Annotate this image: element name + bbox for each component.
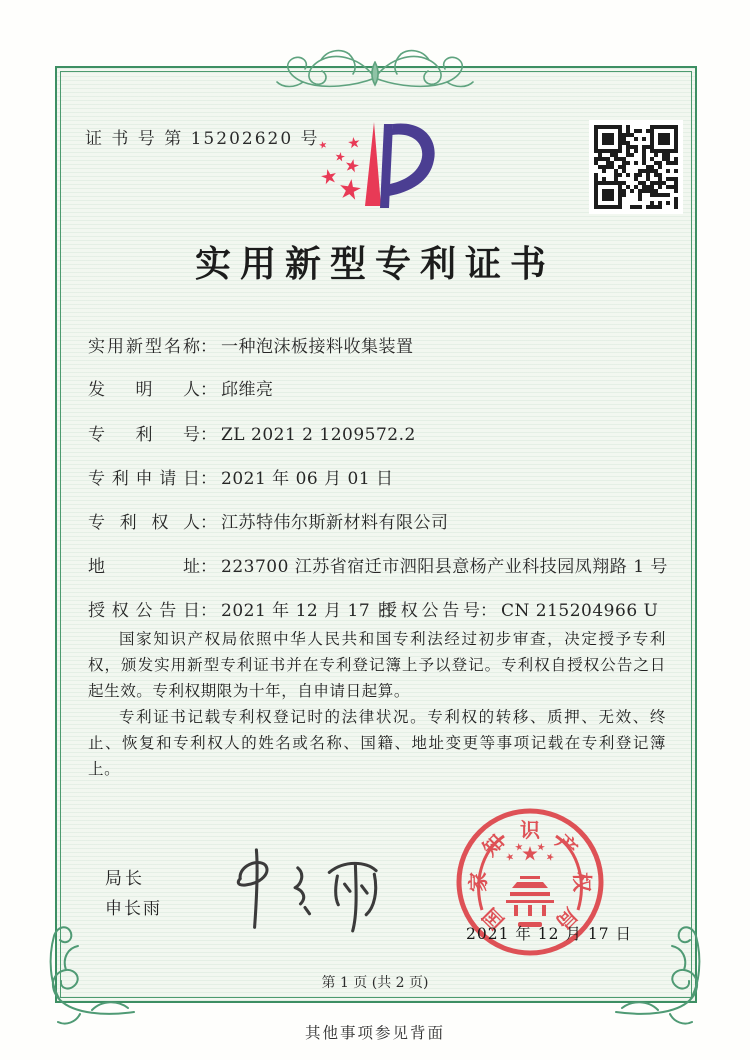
field-row-utility-model-name bbox=[88, 332, 666, 357]
field-row-patent-number bbox=[88, 420, 666, 445]
page-number: 第 1 页 (共 2 页) bbox=[321, 975, 429, 991]
field-value: ZL 2021 2 1209572.2 bbox=[221, 425, 416, 445]
field-colon: ： bbox=[200, 557, 217, 577]
field-label: 专利号 bbox=[88, 425, 200, 445]
field-colon: ： bbox=[480, 601, 497, 621]
field-colon: ： bbox=[200, 601, 217, 621]
field-colon: ： bbox=[200, 337, 217, 357]
field-label: 专利申请日 bbox=[88, 469, 200, 489]
seal-char: 权 bbox=[570, 872, 594, 892]
seal-char: 局 bbox=[551, 903, 583, 935]
field-label: 授权公告号 bbox=[380, 601, 480, 621]
cnipa-logo-icon bbox=[312, 116, 438, 214]
grant-publication-number bbox=[380, 596, 658, 621]
field-value: 一种泡沫板接料收集装置 bbox=[221, 337, 414, 357]
field-label: 地址 bbox=[88, 557, 200, 577]
field-value: 邱维亮 bbox=[221, 380, 274, 400]
field-label: 授权公告日 bbox=[88, 601, 200, 621]
legal-paragraph-grant: 国家知识产权局依照中华人民共和国专利法经过初步审查，决定授予专利权，颁发实用新型专利证书并在专利登记簿上予以登记。专利权自授权公告之日起生效。专利权期限为十年，自申请日起算。 bbox=[88, 630, 666, 700]
field-value: CN 215204966 U bbox=[501, 601, 659, 621]
commissioner-title: 局长 bbox=[105, 869, 145, 889]
certificate-title: 实用新型专利证书 bbox=[194, 243, 555, 285]
field-row-grant-date bbox=[88, 596, 666, 621]
field-value: 江苏特伟尔斯新材料有限公司 bbox=[221, 513, 449, 533]
field-row-patentee bbox=[88, 508, 666, 533]
back-side-note: 其他事项参见背面 bbox=[304, 1024, 445, 1042]
field-value: 2021 年 12 月 17 日 bbox=[221, 601, 394, 621]
commissioner-signature-icon bbox=[215, 842, 395, 937]
field-colon: ： bbox=[200, 380, 217, 400]
field-colon: ： bbox=[200, 469, 217, 489]
field-colon: ： bbox=[200, 513, 217, 533]
seal-char: 知 bbox=[477, 829, 509, 861]
seal-char: 家 bbox=[466, 872, 490, 892]
field-label: 实用新型名称 bbox=[88, 337, 200, 357]
field-row-filing-date bbox=[88, 464, 666, 489]
certificate-number: 证 书 号 第 15202620 号 bbox=[85, 129, 320, 149]
seal-char: 识 bbox=[520, 818, 540, 842]
qr-code bbox=[589, 120, 683, 214]
legal-paragraph-register: 专利证书记载专利权登记时的法律状况。专利权的转移、质押、无效、终止、恢复和专利权人的姓名或名称、国籍、地址变更等事项记载在专利登记簿上。 bbox=[88, 708, 666, 778]
field-row-inventor bbox=[88, 375, 666, 400]
field-value: 223700 江苏省宿迁市泗阳县意杨产业科技园凤翔路 1 号 bbox=[221, 557, 668, 577]
commissioner-name: 申长雨 bbox=[105, 899, 162, 919]
seal-char: 产 bbox=[551, 829, 583, 861]
top-ornament-flourish-icon bbox=[265, 38, 485, 90]
seal-char: 国 bbox=[477, 903, 509, 935]
seal-date: 2021 年 12 月 17 日 bbox=[466, 925, 633, 943]
field-value: 2021 年 06 月 01 日 bbox=[221, 469, 394, 489]
legal-text-block bbox=[88, 626, 666, 782]
field-label: 发明人 bbox=[88, 380, 200, 400]
field-row-address bbox=[88, 552, 666, 577]
field-label: 专利权人 bbox=[88, 513, 200, 533]
field-colon: ： bbox=[200, 425, 217, 445]
